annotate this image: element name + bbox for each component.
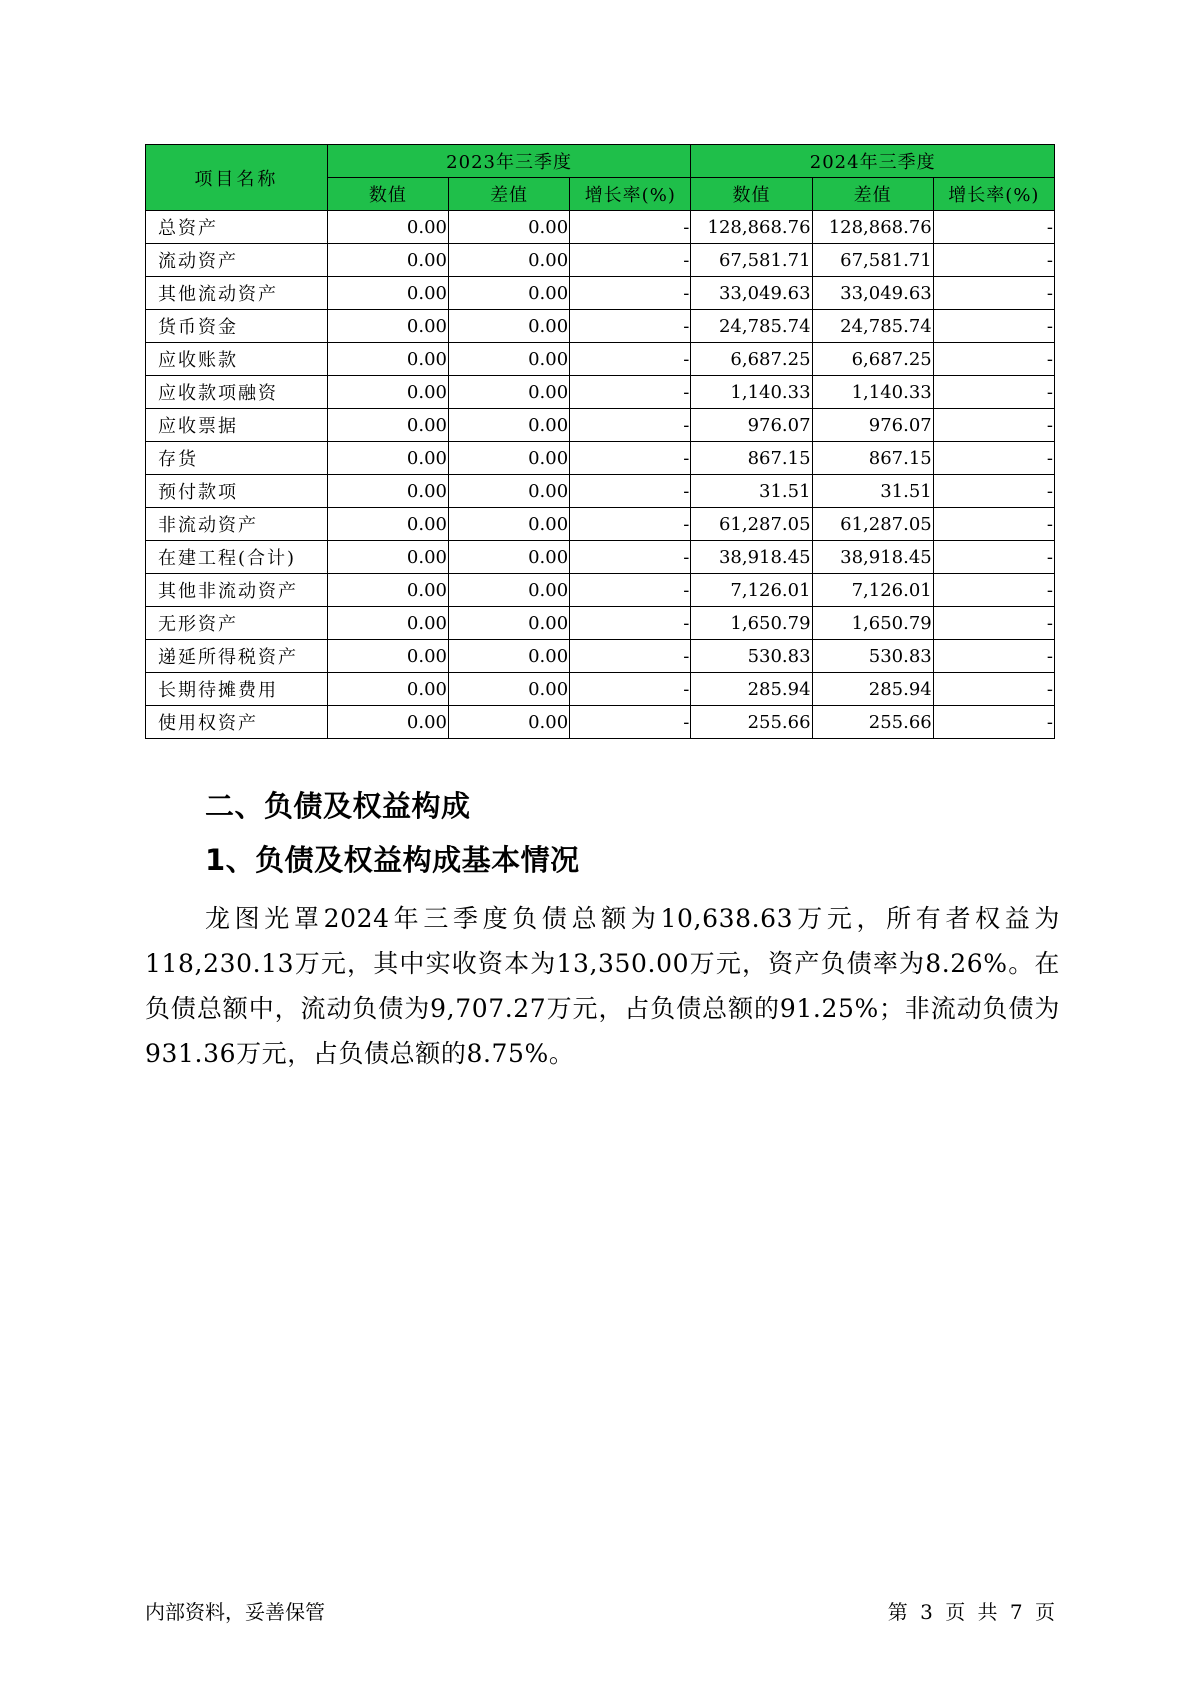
cell-diff-2023: 0.00	[448, 442, 569, 475]
cell-diff-2023: 0.00	[448, 244, 569, 277]
cell-diff-2024: 285.94	[812, 673, 933, 706]
header-diff-2024: 差值	[812, 178, 933, 211]
cell-value-2024: 31.51	[691, 475, 812, 508]
header-period-2023: 2023年三季度	[327, 145, 691, 178]
cell-rate-2024: -	[933, 409, 1054, 442]
cell-diff-2024: 31.51	[812, 475, 933, 508]
table-row	[146, 442, 1055, 475]
cell-rate-2024: -	[933, 541, 1054, 574]
cell-value-2024: 530.83	[691, 640, 812, 673]
cell-rate-2023: -	[570, 211, 691, 244]
cell-value-2023: 0.00	[327, 442, 448, 475]
table-row	[146, 409, 1055, 442]
cell-rate-2023: -	[570, 640, 691, 673]
table-row	[146, 673, 1055, 706]
table-row	[146, 508, 1055, 541]
cell-rate-2024: -	[933, 376, 1054, 409]
cell-item-name: 在建工程(合计)	[146, 541, 328, 574]
header-rate-2023: 增长率(%)	[570, 178, 691, 211]
cell-rate-2023: -	[570, 541, 691, 574]
cell-item-name: 流动资产	[146, 244, 328, 277]
cell-value-2024: 6,687.25	[691, 343, 812, 376]
cell-rate-2023: -	[570, 574, 691, 607]
header-value-2023: 数值	[327, 178, 448, 211]
cell-diff-2023: 0.00	[448, 673, 569, 706]
cell-item-name: 使用权资产	[146, 706, 328, 739]
cell-diff-2024: 33,049.63	[812, 277, 933, 310]
table-row	[146, 376, 1055, 409]
cell-diff-2023: 0.00	[448, 607, 569, 640]
cell-value-2024: 867.15	[691, 442, 812, 475]
cell-rate-2024: -	[933, 343, 1054, 376]
cell-diff-2024: 1,650.79	[812, 607, 933, 640]
header-diff-2023: 差值	[448, 178, 569, 211]
cell-value-2024: 38,918.45	[691, 541, 812, 574]
cell-item-name: 递延所得税资产	[146, 640, 328, 673]
cell-rate-2023: -	[570, 706, 691, 739]
cell-item-name: 应收账款	[146, 343, 328, 376]
table-row	[146, 574, 1055, 607]
cell-item-name: 存货	[146, 442, 328, 475]
cell-item-name: 货币资金	[146, 310, 328, 343]
cell-rate-2023: -	[570, 376, 691, 409]
table-row	[146, 211, 1055, 244]
cell-rate-2023: -	[570, 475, 691, 508]
footer-page-number: 第 3 页 共 7 页	[887, 1600, 1055, 1624]
cell-diff-2023: 0.00	[448, 475, 569, 508]
cell-item-name: 应收款项融资	[146, 376, 328, 409]
cell-rate-2023: -	[570, 673, 691, 706]
table-row	[146, 310, 1055, 343]
cell-value-2023: 0.00	[327, 640, 448, 673]
cell-rate-2023: -	[570, 508, 691, 541]
cell-rate-2024: -	[933, 211, 1054, 244]
cell-item-name: 应收票据	[146, 409, 328, 442]
cell-diff-2023: 0.00	[448, 640, 569, 673]
cell-item-name: 长期待摊费用	[146, 673, 328, 706]
cell-diff-2024: 530.83	[812, 640, 933, 673]
cell-rate-2024: -	[933, 442, 1054, 475]
table-row	[146, 277, 1055, 310]
cell-rate-2023: -	[570, 244, 691, 277]
table-row	[146, 706, 1055, 739]
cell-rate-2024: -	[933, 310, 1054, 343]
cell-rate-2023: -	[570, 277, 691, 310]
cell-value-2023: 0.00	[327, 211, 448, 244]
cell-diff-2023: 0.00	[448, 409, 569, 442]
cell-value-2023: 0.00	[327, 706, 448, 739]
table-row	[146, 607, 1055, 640]
cell-value-2023: 0.00	[327, 475, 448, 508]
cell-rate-2023: -	[570, 310, 691, 343]
cell-item-name: 无形资产	[146, 607, 328, 640]
cell-rate-2023: -	[570, 409, 691, 442]
cell-diff-2024: 255.66	[812, 706, 933, 739]
cell-diff-2024: 7,126.01	[812, 574, 933, 607]
cell-diff-2024: 24,785.74	[812, 310, 933, 343]
table-row	[146, 541, 1055, 574]
cell-diff-2023: 0.00	[448, 574, 569, 607]
cell-item-name: 总资产	[146, 211, 328, 244]
cell-item-name: 其他非流动资产	[146, 574, 328, 607]
asset-table	[145, 144, 1055, 739]
table-header	[146, 145, 1055, 211]
cell-rate-2023: -	[570, 343, 691, 376]
cell-rate-2024: -	[933, 508, 1054, 541]
table-body	[146, 211, 1055, 739]
cell-diff-2023: 0.00	[448, 343, 569, 376]
cell-diff-2024: 6,687.25	[812, 343, 933, 376]
cell-rate-2024: -	[933, 277, 1054, 310]
cell-value-2023: 0.00	[327, 376, 448, 409]
cell-rate-2024: -	[933, 673, 1054, 706]
cell-value-2023: 0.00	[327, 574, 448, 607]
cell-item-name: 预付款项	[146, 475, 328, 508]
cell-diff-2024: 67,581.71	[812, 244, 933, 277]
header-rate-2024: 增长率(%)	[933, 178, 1054, 211]
cell-value-2023: 0.00	[327, 673, 448, 706]
cell-diff-2023: 0.00	[448, 310, 569, 343]
cell-diff-2024: 38,918.45	[812, 541, 933, 574]
cell-rate-2024: -	[933, 475, 1054, 508]
summary-paragraph: 龙图光罩2024年三季度负债总额为10,638.63万元，所有者权益为118,230.13万元，其中实收资本为13,350.00万元，资产负债率为8.26%。在负债总额中，流动负债为9,707.27万元，占负债总额的91.25%；非流动负债为931.36万元，占负债总额的8.75%。	[145, 904, 1060, 1068]
cell-rate-2024: -	[933, 706, 1054, 739]
cell-rate-2023: -	[570, 607, 691, 640]
cell-item-name: 非流动资产	[146, 508, 328, 541]
footer-confidential-note: 内部资料，妥善保管	[145, 1600, 325, 1624]
cell-diff-2023: 0.00	[448, 376, 569, 409]
cell-diff-2024: 867.15	[812, 442, 933, 475]
table-row	[146, 343, 1055, 376]
cell-value-2024: 24,785.74	[691, 310, 812, 343]
cell-diff-2023: 0.00	[448, 541, 569, 574]
cell-diff-2024: 976.07	[812, 409, 933, 442]
cell-rate-2024: -	[933, 607, 1054, 640]
cell-value-2024: 61,287.05	[691, 508, 812, 541]
cell-diff-2024: 1,140.33	[812, 376, 933, 409]
cell-value-2024: 33,049.63	[691, 277, 812, 310]
cell-value-2024: 255.66	[691, 706, 812, 739]
sub-heading: 1、负债及权益构成基本情况	[205, 843, 580, 877]
cell-diff-2023: 0.00	[448, 508, 569, 541]
cell-value-2024: 7,126.01	[691, 574, 812, 607]
table-row	[146, 640, 1055, 673]
cell-rate-2024: -	[933, 244, 1054, 277]
cell-value-2023: 0.00	[327, 244, 448, 277]
section-heading: 二、负债及权益构成	[205, 789, 471, 823]
cell-value-2023: 0.00	[327, 409, 448, 442]
cell-rate-2024: -	[933, 574, 1054, 607]
header-period-2024: 2024年三季度	[691, 145, 1055, 178]
cell-value-2023: 0.00	[327, 541, 448, 574]
cell-value-2024: 976.07	[691, 409, 812, 442]
cell-value-2023: 0.00	[327, 607, 448, 640]
table-row	[146, 244, 1055, 277]
cell-diff-2024: 128,868.76	[812, 211, 933, 244]
cell-rate-2024: -	[933, 640, 1054, 673]
cell-diff-2023: 0.00	[448, 277, 569, 310]
cell-diff-2023: 0.00	[448, 706, 569, 739]
cell-value-2024: 1,140.33	[691, 376, 812, 409]
cell-value-2024: 128,868.76	[691, 211, 812, 244]
cell-value-2024: 67,581.71	[691, 244, 812, 277]
cell-diff-2024: 61,287.05	[812, 508, 933, 541]
cell-value-2024: 285.94	[691, 673, 812, 706]
cell-rate-2023: -	[570, 442, 691, 475]
header-value-2024: 数值	[691, 178, 812, 211]
cell-value-2023: 0.00	[327, 508, 448, 541]
cell-diff-2023: 0.00	[448, 211, 569, 244]
cell-value-2024: 1,650.79	[691, 607, 812, 640]
cell-value-2023: 0.00	[327, 343, 448, 376]
cell-value-2023: 0.00	[327, 310, 448, 343]
cell-item-name: 其他流动资产	[146, 277, 328, 310]
table-row	[146, 475, 1055, 508]
header-item-name: 项目名称	[146, 145, 328, 211]
cell-value-2023: 0.00	[327, 277, 448, 310]
